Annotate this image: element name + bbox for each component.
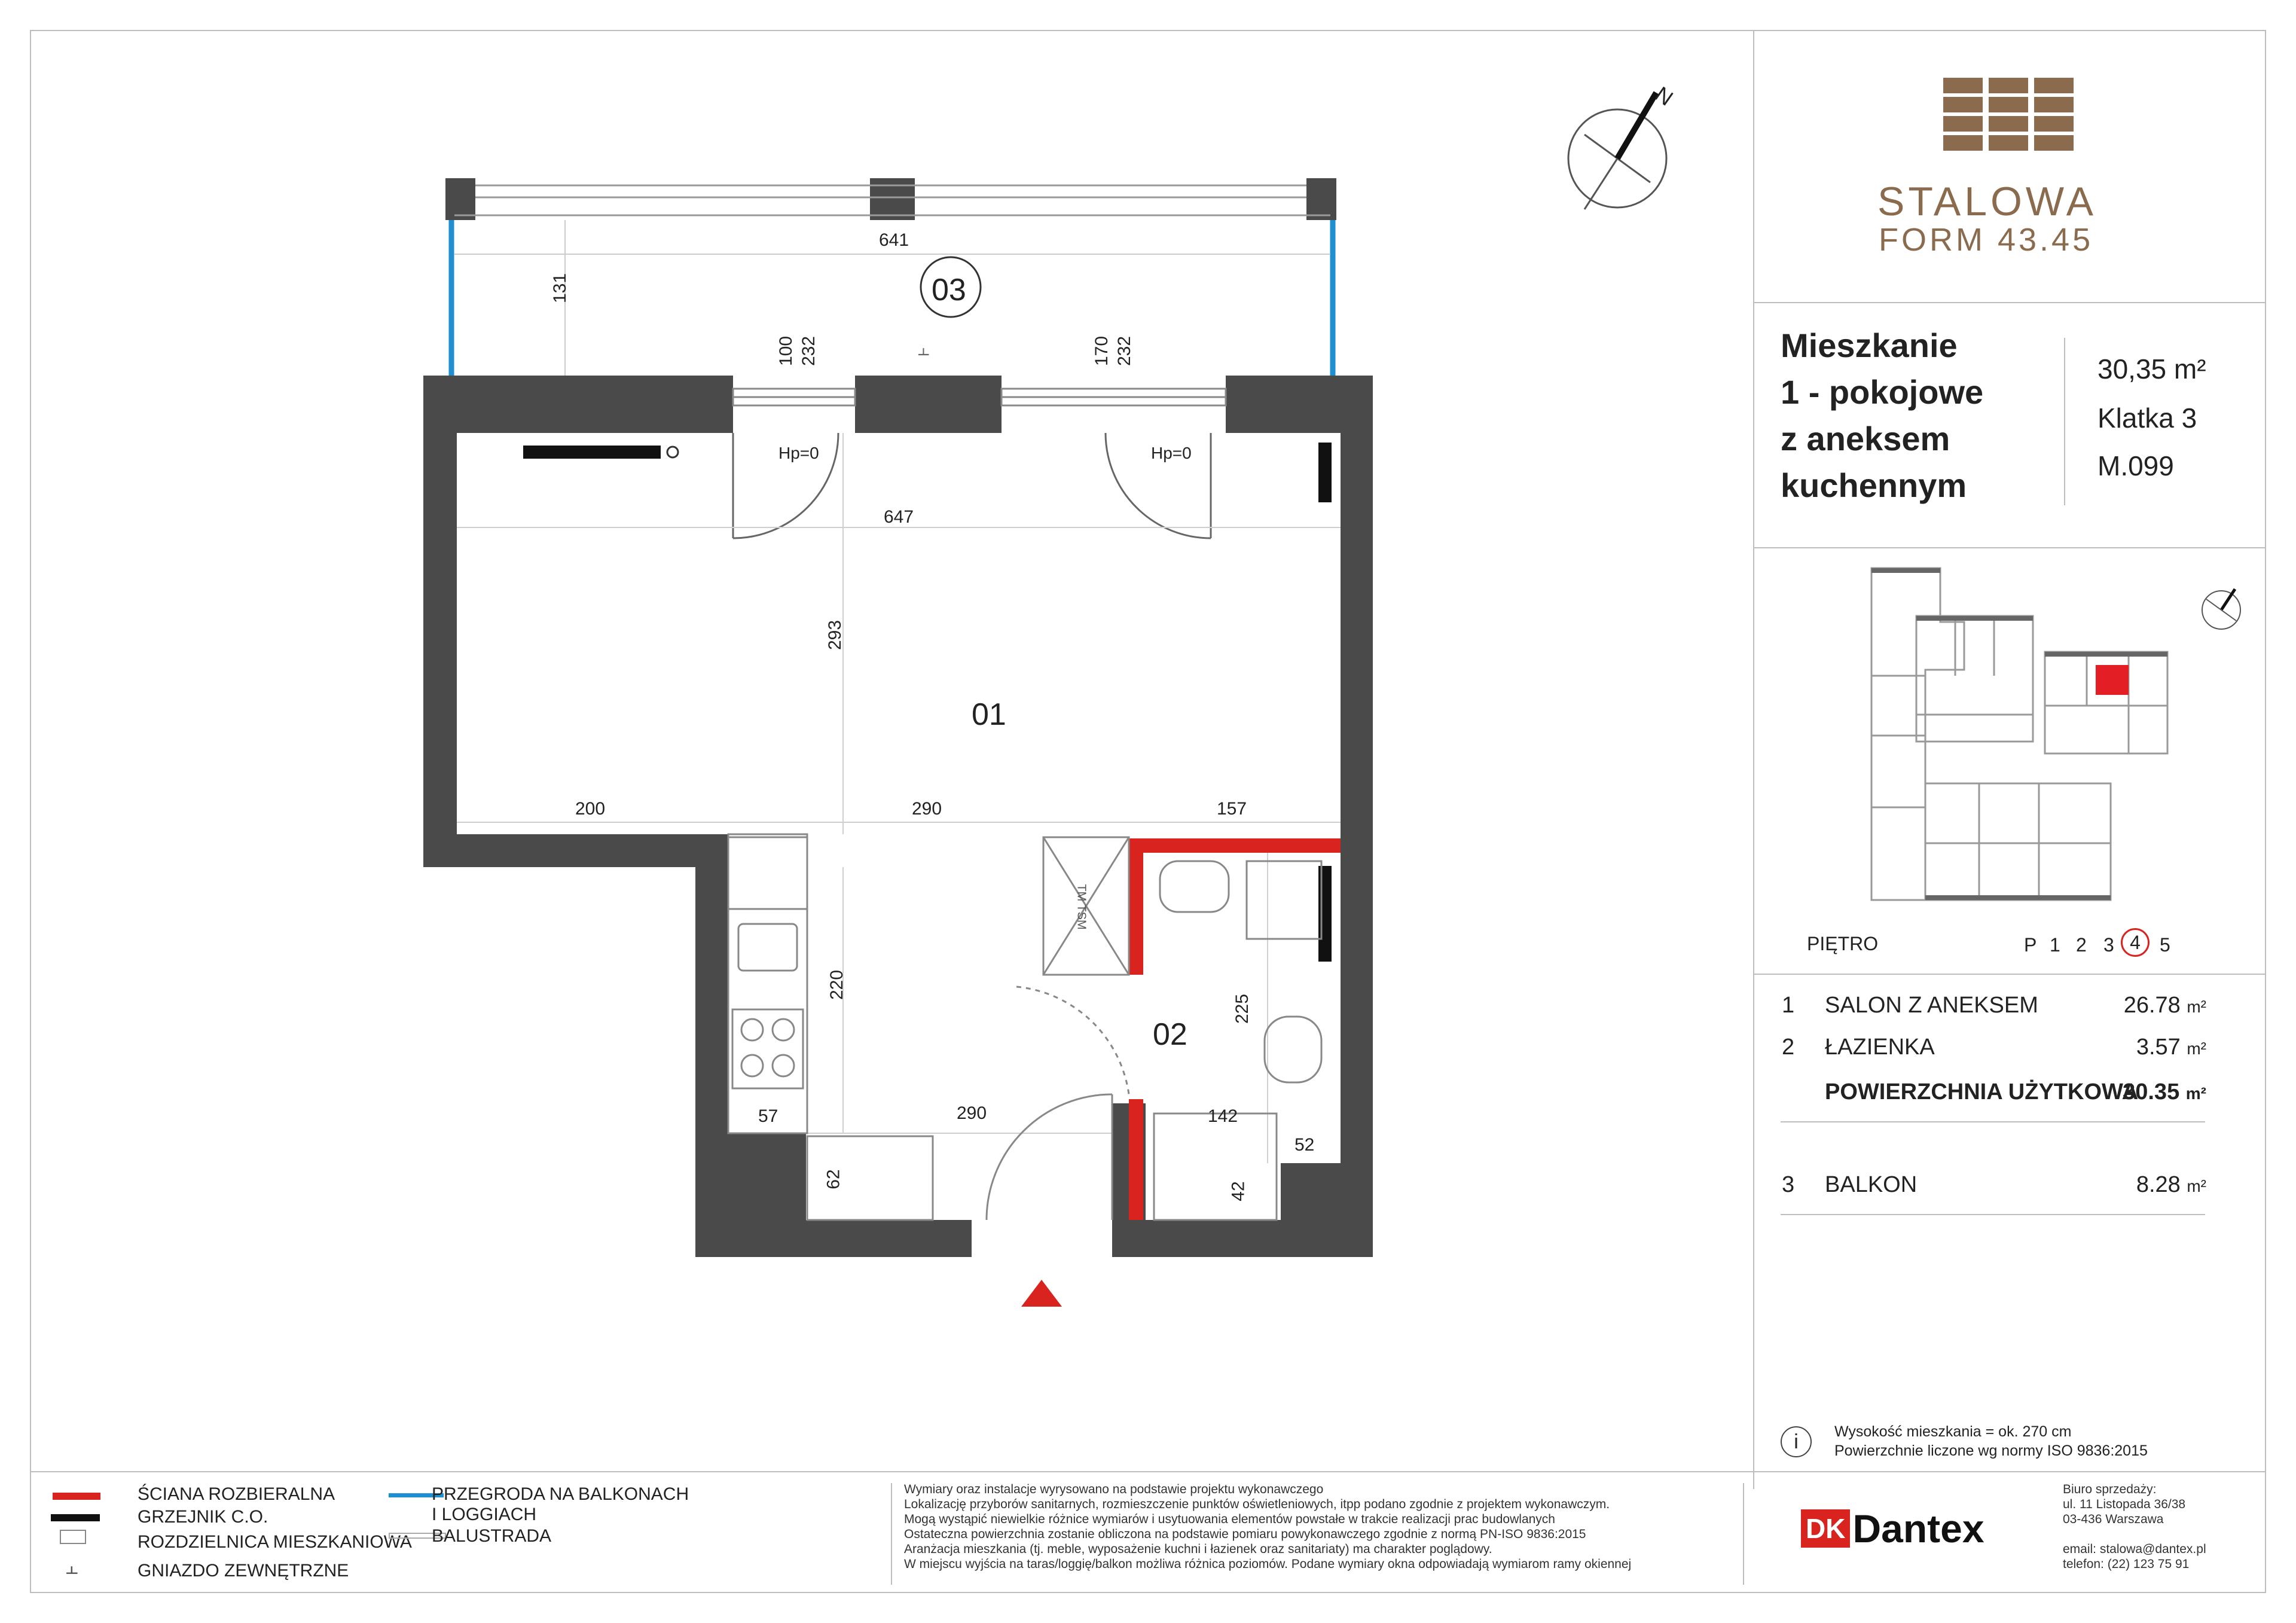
dim-57: 57 bbox=[758, 1106, 778, 1126]
dimension-lines bbox=[457, 433, 1341, 1163]
disclaimer-line: Mogą wystąpić niewielkie różnice wymiarów i usytuowania elementów powstałe w trakcie realizacji prac budowlanych bbox=[904, 1512, 1555, 1526]
removable-wall-icon bbox=[53, 1493, 100, 1500]
radiator-icon bbox=[51, 1514, 100, 1521]
door-label: Hp=0 bbox=[1151, 444, 1192, 462]
divider bbox=[891, 1483, 892, 1585]
apartment-title-line: kuchennym bbox=[1781, 466, 1967, 504]
wall bbox=[1341, 433, 1373, 1220]
dim-balcony-width: 641 bbox=[879, 230, 909, 250]
legend-label: GRZEJNIK C.O. bbox=[138, 1507, 268, 1527]
info-line: Powierzchnie liczone wg normy ISO 9836:2015 bbox=[1834, 1442, 2148, 1459]
floor-selector-label: PIĘTRO bbox=[1807, 933, 1879, 954]
wall bbox=[695, 834, 728, 1257]
brand-logo-icon bbox=[1943, 78, 2075, 155]
dim-room-width: 647 bbox=[884, 507, 914, 527]
room-label-03: 03 bbox=[932, 273, 966, 307]
divider bbox=[1753, 302, 2266, 303]
office-title: Biuro sprzedaży: bbox=[2063, 1482, 2157, 1496]
developer-logo-mark: DK bbox=[1801, 1509, 1850, 1548]
wall bbox=[1129, 1099, 1143, 1220]
room-area-cell bbox=[2136, 1035, 2206, 1060]
cooktop-icon bbox=[732, 1009, 803, 1088]
key-plan-unit-highlight bbox=[2096, 665, 2129, 695]
disclaimer-line: W miejscu wyjścia na taras/loggię/balkon możliwa różnica poziomów. Podane wymiary okna odpowiadają wymiarom ramy okiennej bbox=[904, 1557, 1632, 1571]
legend-label: BALUSTRADA bbox=[432, 1526, 552, 1546]
dim-225: 225 bbox=[1232, 993, 1253, 1024]
outdoor-socket-icon: ⫠ bbox=[918, 338, 930, 359]
washbasin-icon bbox=[1160, 861, 1229, 912]
room-name: ŁAZIENKA bbox=[1825, 1035, 1935, 1060]
wall bbox=[1112, 1220, 1373, 1257]
apartment-title-line: Mieszkanie bbox=[1781, 327, 1958, 364]
wall bbox=[423, 834, 695, 867]
north-arrow-icon bbox=[1568, 93, 1666, 209]
room-area-cell bbox=[2136, 1172, 2206, 1198]
floor-option-1[interactable]: 1 bbox=[2050, 934, 2060, 956]
floor-option-2[interactable]: 2 bbox=[2076, 934, 2087, 956]
dim-220: 220 bbox=[827, 969, 847, 1000]
toilet-icon bbox=[1265, 1017, 1321, 1082]
divider bbox=[2064, 338, 2065, 505]
room-number: 1 bbox=[1782, 993, 1795, 1018]
wall bbox=[423, 376, 457, 867]
wall bbox=[1226, 376, 1373, 433]
room-name: BALKON bbox=[1825, 1172, 1918, 1197]
washing-machine bbox=[1247, 861, 1321, 939]
sink-icon bbox=[738, 924, 797, 971]
wall bbox=[1129, 838, 1341, 853]
radiator-icon bbox=[1318, 443, 1332, 502]
room-label-01: 01 bbox=[972, 697, 1006, 732]
dim-157: 157 bbox=[1217, 799, 1247, 819]
divider bbox=[1753, 547, 2266, 548]
burner bbox=[773, 1019, 794, 1041]
brand-name: STALOWA bbox=[1877, 179, 2097, 224]
wall bbox=[728, 1133, 806, 1220]
office-phone[interactable]: telefon: (22) 123 75 91 bbox=[2063, 1557, 2190, 1571]
divider bbox=[1753, 974, 2266, 975]
floor-option-3[interactable]: 3 bbox=[2103, 934, 2114, 956]
legend-label: PRZEGRODA NA BALKONACH bbox=[432, 1484, 689, 1504]
burner bbox=[741, 1019, 763, 1041]
office-address: 03-436 Warszawa bbox=[2063, 1512, 2164, 1526]
distribution-box-icon bbox=[60, 1530, 86, 1544]
balcony-post-right bbox=[1306, 178, 1336, 220]
dim-window2-a: 170 bbox=[1092, 335, 1112, 367]
dim-290-bottom: 290 bbox=[957, 1103, 987, 1123]
north-label: N bbox=[1650, 81, 1678, 111]
door-swing bbox=[1016, 987, 1129, 1094]
shower-icon bbox=[1154, 1113, 1277, 1220]
balcony-post-left bbox=[445, 178, 475, 220]
room-area-cell bbox=[2124, 993, 2206, 1018]
footer-divider bbox=[30, 1471, 2266, 1472]
legend-label: GNIAZDO ZEWNĘTRZNE bbox=[138, 1561, 349, 1581]
burner bbox=[773, 1055, 794, 1076]
floor-option-4-selected[interactable] bbox=[2121, 928, 2150, 957]
divider bbox=[1743, 1483, 1744, 1585]
outdoor-socket-icon: ⫠ bbox=[66, 1556, 78, 1579]
legend-label: ŚCIANA ROZBIERALNA bbox=[138, 1484, 335, 1504]
disclaimer-line: Aranżacja mieszkania (tj. meble, wyposażenie kuchni i łazienek oraz sanitariaty) ma charakter poglądowy. bbox=[904, 1542, 1492, 1556]
dim-142: 142 bbox=[1208, 1106, 1238, 1126]
dim-room-depth: 293 bbox=[825, 620, 845, 651]
brand-subtitle: FORM 43.45 bbox=[1879, 222, 2094, 258]
legend-label-continued: I LOGGIACH bbox=[432, 1505, 537, 1524]
room-area: 26.78 bbox=[2123, 993, 2181, 1018]
radiator-valve bbox=[667, 447, 678, 457]
wall bbox=[855, 376, 1002, 433]
dim-290-top: 290 bbox=[912, 799, 942, 819]
dim-52: 52 bbox=[1294, 1135, 1315, 1155]
dim-window1-a: 100 bbox=[776, 335, 796, 367]
info-icon bbox=[1781, 1426, 1812, 1457]
dim-balcony-depth: 131 bbox=[550, 273, 570, 304]
total-area: 30.35 bbox=[2123, 1079, 2180, 1105]
dim-window2-b: 232 bbox=[1115, 335, 1135, 367]
info-symbol: i bbox=[1794, 1430, 1799, 1453]
office-email[interactable]: email: stalowa@dantex.pl bbox=[2063, 1542, 2206, 1556]
dim-200: 200 bbox=[575, 799, 606, 819]
floor-option-p[interactable]: P bbox=[2024, 934, 2037, 956]
developer-logo bbox=[1801, 1506, 1984, 1554]
north-arrow-icon bbox=[2202, 589, 2240, 629]
floor-option-5[interactable]: 5 bbox=[2160, 934, 2170, 956]
room-number: 2 bbox=[1782, 1035, 1795, 1060]
apartment-staircase: Klatka 3 bbox=[2097, 402, 2197, 434]
divider bbox=[1781, 1121, 2205, 1122]
legend-label: ROZDZIELNICA MIESZKANIOWA bbox=[138, 1532, 412, 1552]
room-area-unit: m² bbox=[2187, 997, 2206, 1016]
fridge bbox=[728, 837, 807, 909]
room-name: SALON Z ANEKSEM bbox=[1825, 993, 2038, 1018]
panel-divider bbox=[1753, 30, 1754, 1489]
door-swing bbox=[987, 1094, 1112, 1220]
divider bbox=[1781, 1214, 2205, 1215]
developer-logo-name: Dantex bbox=[1852, 1506, 1984, 1551]
disclaimer-line: Lokalizację przyborów sanitarnych, rozmieszczenie punktów oświetleniowych, itpp podano zgodnie z projektem wykonawczym. bbox=[904, 1497, 1610, 1511]
apartment-title-line: z aneksem bbox=[1781, 420, 1950, 457]
key-plan bbox=[1860, 556, 2248, 909]
shaft-label: TM TSM bbox=[1074, 884, 1088, 930]
door-label: Hp=0 bbox=[778, 444, 819, 462]
floor-option-4: 4 bbox=[2130, 932, 2141, 953]
entrance-marker-icon bbox=[1021, 1280, 1062, 1307]
room-label-02: 02 bbox=[1153, 1017, 1187, 1052]
apartment-title-line: 1 - pokojowe bbox=[1781, 373, 1984, 411]
office-address: ul. 11 Listopada 36/38 bbox=[2063, 1497, 2186, 1511]
room-area: 8.28 bbox=[2136, 1172, 2181, 1197]
room-area-unit: m² bbox=[2187, 1039, 2206, 1058]
burner bbox=[741, 1055, 763, 1076]
disclaimer-line: Ostateczna powierzchnia zostanie obliczona na podstawie pomiaru powykonawczego zgodnie z normą PN-ISO 9836:2015 bbox=[904, 1527, 1586, 1541]
wall bbox=[423, 376, 733, 433]
room-number: 3 bbox=[1782, 1172, 1795, 1197]
info-line: Wysokość mieszkania = ok. 270 cm bbox=[1834, 1423, 2072, 1440]
wall bbox=[695, 1220, 972, 1257]
dim-62: 62 bbox=[823, 1169, 844, 1189]
apartment-area: 30,35 m² bbox=[2097, 353, 2206, 385]
total-area-unit: m² bbox=[2185, 1084, 2206, 1103]
wall bbox=[1129, 838, 1143, 975]
dim-window1-b: 232 bbox=[799, 335, 819, 367]
dim-42: 42 bbox=[1228, 1181, 1248, 1201]
radiator-icon bbox=[1318, 866, 1332, 962]
balcony bbox=[445, 178, 1336, 376]
apartment-unit: M.099 bbox=[2097, 450, 2174, 481]
radiator-icon bbox=[523, 446, 661, 459]
total-area-cell bbox=[2123, 1079, 2206, 1105]
room-area: 3.57 bbox=[2136, 1035, 2181, 1060]
disclaimer-line: Wymiary oraz instalacje wyrysowano na podstawie projektu wykonawczego bbox=[904, 1482, 1324, 1496]
room-area-unit: m² bbox=[2187, 1177, 2206, 1195]
total-label: POWIERZCHNIA UŻYTKOWA bbox=[1825, 1079, 2139, 1105]
